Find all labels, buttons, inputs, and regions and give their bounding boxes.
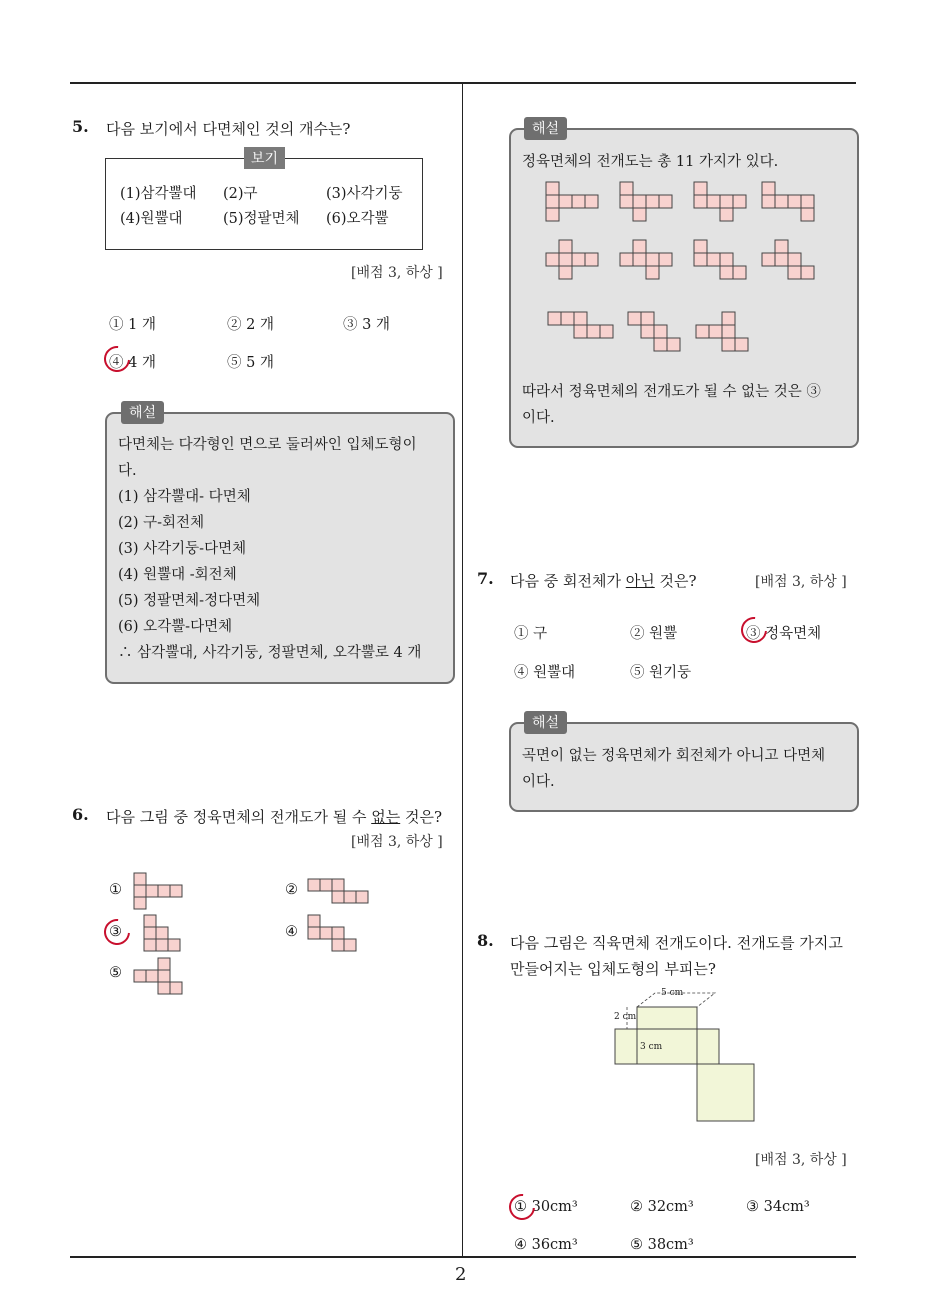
q5-bogi-label: 보기 xyxy=(244,147,285,169)
q5-choice-4[interactable]: ④ 4 개 xyxy=(109,355,156,371)
q7-explanation-label: 해설 xyxy=(524,711,567,734)
q5-explanation-line: ∴ 삼각뿔대, 사각기둥, 정팔면체, 오각뿔로 4 개 xyxy=(118,645,422,661)
q5-explanation-line: 다면체는 다각형인 면으로 둘러싸인 입체도형이 xyxy=(118,437,417,453)
q6-explanation-label: 해설 xyxy=(524,117,567,140)
q7-choice-1[interactable]: ① 구 xyxy=(514,626,548,642)
q7-explanation-line: 이다. xyxy=(522,774,555,790)
q5-bogi-item: (1)삼각뿔대 xyxy=(120,186,197,202)
q8-text-line-2: 만들어지는 입체도형의 부피는? xyxy=(510,960,716,978)
q8-number: 8. xyxy=(477,931,494,950)
q5-bogi-box xyxy=(105,158,423,250)
q5-explanation-line: (2) 구-회전체 xyxy=(118,515,205,531)
q5-choice-5[interactable]: ⑤ 5 개 xyxy=(227,355,274,371)
q5-explanation-line: (6) 오각뿔-다면체 xyxy=(118,619,233,635)
q5-bogi-item: (6)오각뿔 xyxy=(326,211,389,227)
q8-cuboid-net-figure xyxy=(605,985,765,1125)
q8-choice-5[interactable]: ⑤ 38cm³ xyxy=(630,1237,694,1253)
q8-fig-label: 5 cm xyxy=(661,988,684,998)
q8-text-line-1: 다음 그림은 직육면체 전개도이다. 전개도를 가지고 xyxy=(510,934,843,952)
q8-choice-2[interactable]: ② 32cm³ xyxy=(630,1199,694,1215)
q8-score: [배점 3, 하상 ] xyxy=(755,1152,847,1168)
q5-bogi-item: (2)구 xyxy=(223,186,258,202)
q7-explanation-box xyxy=(509,722,859,812)
q5-explanation-line: (5) 정팔면체-정다면체 xyxy=(118,593,261,609)
q6-net-3 xyxy=(143,914,183,954)
q5-explanation-line: (3) 사각기둥-다면체 xyxy=(118,541,247,557)
q7-choice-3[interactable]: ③ 정육면체 xyxy=(746,626,822,642)
q6-net-5 xyxy=(133,957,185,997)
q6-net-4 xyxy=(307,914,359,954)
q8-choice-3[interactable]: ③ 34cm³ xyxy=(746,1199,810,1215)
q6-number: 6. xyxy=(72,805,89,824)
q6-choice-5[interactable]: ⑤ xyxy=(109,965,122,981)
q5-bogi-item: (5)정팔면체 xyxy=(223,211,300,227)
q5-text: 다음 보기에서 다면체인 것의 개수는? xyxy=(106,120,351,138)
q7-text: 다음 중 회전체가 아닌 것은? xyxy=(510,572,697,590)
q5-choice-2[interactable]: ② 2 개 xyxy=(227,317,274,333)
q8-choice-4[interactable]: ④ 36cm³ xyxy=(514,1237,578,1253)
q7-score: [배점 3, 하상 ] xyxy=(755,574,847,590)
q6-choice-4[interactable]: ④ xyxy=(285,924,298,940)
q5-bogi-item: (3)사각기둥 xyxy=(326,186,403,202)
q8-fig-label: 3 cm xyxy=(640,1042,663,1052)
q5-explanation-line: 다. xyxy=(118,463,137,479)
q5-choice-1[interactable]: ① 1 개 xyxy=(109,317,156,333)
q5-explanation-line: (4) 원뿔대 -회전체 xyxy=(118,567,237,583)
q5-bogi-item: (4)원뿔대 xyxy=(120,211,183,227)
q8-fig-label: 2 cm xyxy=(614,1012,637,1022)
page-number: 2 xyxy=(455,1264,467,1285)
q7-number: 7. xyxy=(477,569,494,588)
q7-explanation-line: 곡면이 없는 정육면체가 회전체가 아니고 다면체 xyxy=(522,748,826,764)
q6-explanation-line: 정육면체의 전개도는 총 11 가지가 있다. xyxy=(522,154,779,170)
q5-score: [배점 3, 하상 ] xyxy=(351,265,443,281)
q5-number: 5. xyxy=(72,117,89,136)
column-divider xyxy=(462,82,463,1258)
q6-explanation-line: 따라서 정육면체의 전개도가 될 수 없는 것은 ③ xyxy=(522,384,821,400)
q6-score: [배점 3, 하상 ] xyxy=(351,834,443,850)
q7-choice-2[interactable]: ② 원뿔 xyxy=(630,626,678,642)
q6-net-2 xyxy=(307,878,369,906)
q5-explanation-label: 해설 xyxy=(121,401,164,424)
q6-choice-3[interactable]: ③ xyxy=(109,924,122,940)
q5-choice-3[interactable]: ③ 3 개 xyxy=(343,317,390,333)
bottom-rule xyxy=(70,1256,856,1258)
q6-net-1 xyxy=(133,872,183,912)
q5-explanation-line: (1) 삼각뿔대- 다면체 xyxy=(118,489,251,505)
q6-text: 다음 그림 중 정육면체의 전개도가 될 수 없는 것은? xyxy=(106,808,442,826)
q7-choice-4[interactable]: ④ 원뿔대 xyxy=(514,665,576,681)
q6-explanation-line: 이다. xyxy=(522,410,555,426)
q7-choice-5[interactable]: ⑤ 원기둥 xyxy=(630,665,692,681)
q6-answer-mark xyxy=(99,914,136,951)
q6-eleven-nets-figure xyxy=(540,178,830,358)
q8-answer-mark xyxy=(504,1189,541,1226)
q8-choice-1[interactable]: ① 30cm³ xyxy=(514,1199,578,1215)
q6-choice-1[interactable]: ① xyxy=(109,882,122,898)
q6-choice-2[interactable]: ② xyxy=(285,882,298,898)
